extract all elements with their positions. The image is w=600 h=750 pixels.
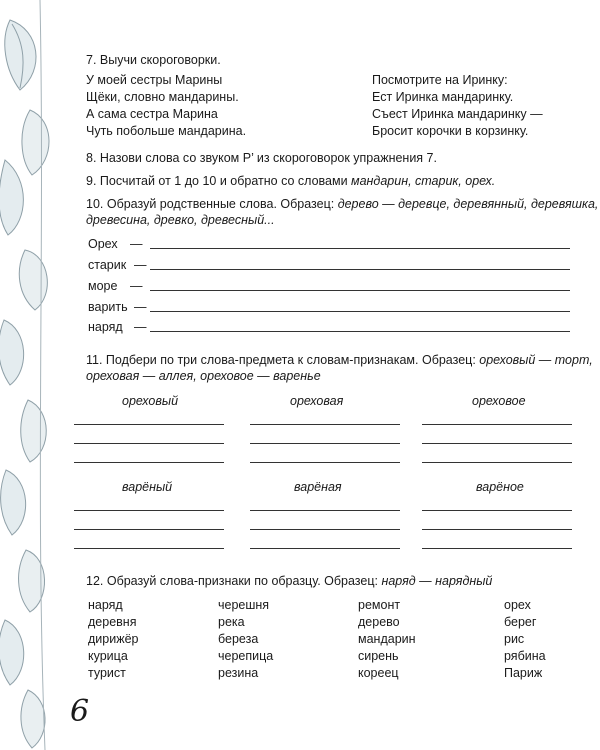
ex10-header (86, 196, 598, 212)
answer-line[interactable] (74, 424, 224, 425)
answer-line[interactable] (150, 269, 570, 270)
ex12-word: дерево (358, 615, 400, 629)
ex12-word: река (218, 615, 245, 629)
answer-line[interactable] (74, 529, 224, 530)
ex9-header (86, 173, 495, 189)
ex11-adjective: варёное (476, 480, 524, 494)
answer-line[interactable] (74, 548, 224, 549)
ex12-word: курица (88, 649, 128, 663)
ex11-answer-lines (72, 422, 584, 472)
ex11-answer-lines (72, 508, 584, 558)
ex12-word: кореец (358, 666, 399, 680)
ex12-prefix: 12. Образуй слова-признаки по образцу. Образец: (86, 574, 382, 588)
ex10-sample-cont: древесина, древко, древесный... (86, 213, 275, 227)
answer-line[interactable] (74, 510, 224, 511)
ex10-word: Орех (88, 237, 118, 251)
ex12-word: ремонт (358, 598, 401, 612)
ex7-header: 7. Выучи скороговорки. (86, 53, 221, 67)
ex11-adjective: варёный (122, 480, 173, 494)
answer-line[interactable] (422, 462, 572, 463)
answer-line[interactable] (422, 424, 572, 425)
ex10-dash: — (130, 237, 143, 251)
ex12-word: черепица (218, 649, 274, 663)
ex12-word: дирижёр (88, 632, 139, 646)
ex12-word: мандарин (358, 632, 416, 646)
ex12-sample: наряд — нарядный (381, 574, 493, 588)
poem-line: Съест Иринка мандаринку — (372, 107, 543, 121)
answer-line[interactable] (250, 529, 400, 530)
poem-line: А сама сестра Марина (86, 107, 218, 121)
ex10-word: наряд (88, 320, 123, 334)
ex10-word: варить (88, 300, 128, 314)
answer-line[interactable] (250, 424, 400, 425)
workbook-page (72, 0, 599, 750)
ex12-word: береза (218, 632, 259, 646)
ex12-word: деревня (88, 615, 137, 629)
ex12-word: сирень (358, 649, 399, 663)
ex10-word: старик (88, 258, 127, 272)
ex12-header (86, 573, 492, 589)
ex8-header: 8. Назови слова со звуком Р’ из скороговорок упражнения 7. (86, 151, 437, 165)
ex12-word: орех (504, 598, 531, 612)
ex11-sample-cont: ореховая — аллея, ореховое — варенье (86, 369, 321, 383)
answer-line[interactable] (250, 510, 400, 511)
answer-line[interactable] (250, 462, 400, 463)
ex12-word: турист (88, 666, 126, 680)
page-number: 6 (70, 694, 90, 729)
answer-line[interactable] (422, 443, 572, 444)
poem-line: У моей сестры Марины (86, 73, 223, 87)
ex10-dash: — (134, 320, 147, 334)
answer-line[interactable] (150, 331, 570, 332)
ex10-dash: — (134, 258, 147, 272)
poem-line: Чуть побольше мандарина. (86, 124, 247, 138)
ex10-sample: дерево — деревце, деревянный, деревяшка, (337, 197, 599, 211)
answer-line[interactable] (74, 443, 224, 444)
poem-line: Посмотрите на Иринку: (372, 73, 508, 87)
ex11-header (86, 352, 593, 368)
ex12-word: Париж (504, 666, 543, 680)
answer-line[interactable] (150, 290, 570, 291)
ex11-prefix: 11. Подбери по три слова-предмета к словам-признакам. Образец: (86, 353, 480, 367)
answer-line[interactable] (74, 462, 224, 463)
poem-line: Бросит корочки в корзинку. (372, 124, 529, 138)
ex9-words: мандарин, старик, орех. (351, 174, 496, 188)
ex10-dash: — (130, 279, 143, 293)
ex10-dash: — (134, 300, 147, 314)
poem-line: Ест Иринка мандаринку. (372, 90, 514, 104)
ex12-word: рябина (504, 649, 546, 663)
ex10-prefix: 10. Образуй родственные слова. Образец: (86, 197, 338, 211)
ex9-prefix: 9. Посчитай от 1 до 10 и обратно со словами (86, 174, 352, 188)
ex12-word: наряд (88, 598, 123, 612)
ex11-adjective: ореховая (290, 394, 344, 408)
ex11-adjective: ореховый (122, 394, 179, 408)
ex10-word: море (88, 279, 118, 293)
ex11-sample: ореховый — торт, (479, 353, 593, 367)
answer-line[interactable] (150, 311, 570, 312)
answer-line[interactable] (250, 548, 400, 549)
leaf-ornament (0, 0, 60, 750)
ex11-adjective: варёная (294, 480, 342, 494)
ex12-word: резина (218, 666, 259, 680)
ex12-word: черешня (218, 598, 270, 612)
ex11-adjective: ореховое (472, 394, 526, 408)
poem-line: Щёки, словно мандарины. (86, 90, 239, 104)
answer-line[interactable] (250, 443, 400, 444)
ex12-word: берег (504, 615, 537, 629)
answer-line[interactable] (422, 529, 572, 530)
answer-line[interactable] (150, 248, 570, 249)
answer-line[interactable] (422, 548, 572, 549)
answer-line[interactable] (422, 510, 572, 511)
ex12-word: рис (504, 632, 525, 646)
